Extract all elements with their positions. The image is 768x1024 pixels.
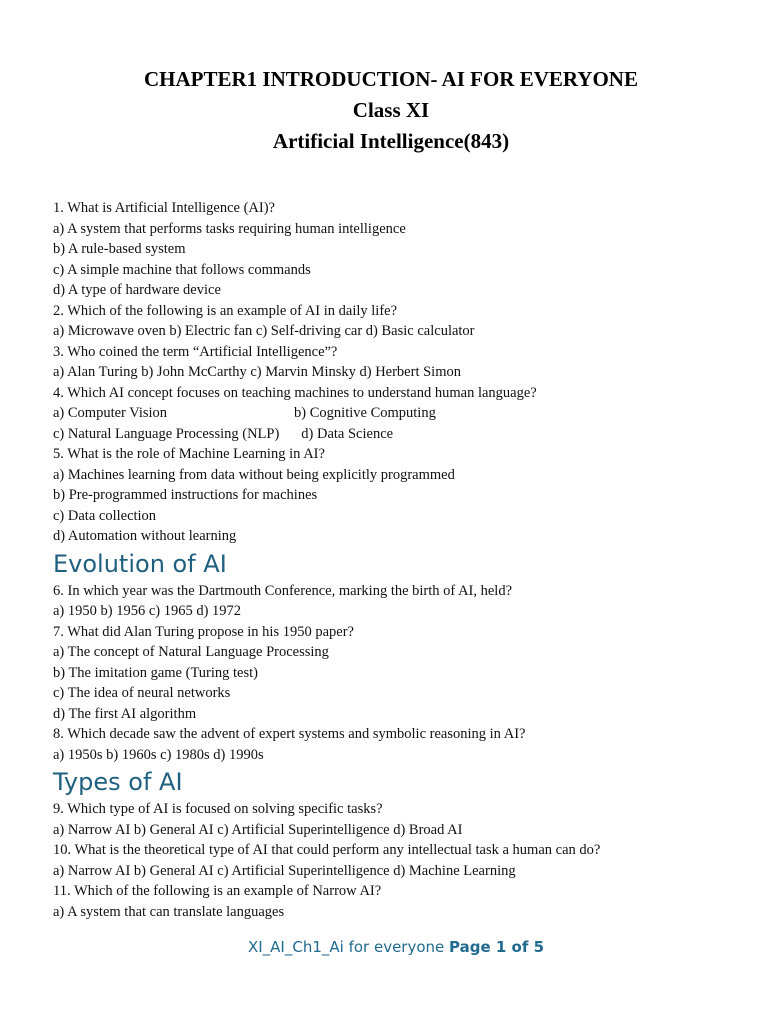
- question-line: 11. Which of the following is an example of Narrow AI?: [53, 883, 382, 899]
- option-line: a) Narrow AI b) General AI c) Artificial Superintelligence d) Machine Learning: [53, 862, 516, 879]
- chapter-title: CHAPTER1 INTRODUCTION- AI FOR EVERYONE: [144, 67, 638, 91]
- option-line: [53, 424, 753, 445]
- footer-doc-label: XI_AI_Ch1_Ai for everyone: [247, 938, 450, 956]
- option-c: c) Natural Language Processing (NLP): [53, 425, 280, 442]
- option-line: a) The concept of Natural Language Processing: [53, 644, 329, 660]
- question-line: 10. What is the theoretical type of AI that could perform any intellectual task a human can do?: [53, 842, 601, 858]
- title-block: [0, 64, 768, 157]
- section-heading-types: Types of AI: [53, 768, 183, 796]
- subject-title: Artificial Intelligence(843): [272, 129, 510, 153]
- option-line: d) The first AI algorithm: [53, 705, 197, 722]
- option-line: b) Pre-programmed instructions for machines: [53, 487, 318, 503]
- option-line: a) Narrow AI b) General AI c) Artificial Superintelligence d) Broad AI: [53, 821, 463, 838]
- option-d: d) Data Science: [301, 425, 394, 442]
- question-line: 7. What did Alan Turing propose in his 1950 paper?: [53, 623, 354, 640]
- question-line: 6. In which year was the Dartmouth Conference, marking the birth of AI, held?: [53, 582, 513, 599]
- option-b: b) Cognitive Computing: [294, 405, 436, 421]
- option-line: a) A system that can translate languages: [53, 903, 285, 920]
- option-line: c) Data collection: [53, 507, 157, 524]
- option-line: c) The idea of neural networks: [53, 685, 231, 701]
- section-heading-evolution: Evolution of AI: [53, 549, 227, 578]
- option-line: a) Alan Turing b) John McCarthy c) Marvin Minsky d) Herbert Simon: [53, 364, 461, 380]
- question-line: 8. Which decade saw the advent of expert systems and symbolic reasoning in AI?: [53, 726, 526, 742]
- class-title: Class XI: [352, 98, 430, 122]
- option-line: b) A rule-based system: [53, 241, 186, 257]
- option-line: a) A system that performs tasks requiring human intelligence: [53, 220, 406, 237]
- option-line: d) A type of hardware device: [53, 282, 221, 298]
- question-line: 2. Which of the following is an example of AI in daily life?: [53, 302, 398, 319]
- option-line: b) The imitation game (Turing test): [53, 664, 258, 681]
- option-line: a) Microwave oven b) Electric fan c) Self-driving car d) Basic calculator: [53, 323, 475, 339]
- option-line: a) 1950s b) 1960s c) 1980s d) 1990s: [53, 746, 264, 763]
- page-footer: [0, 938, 768, 956]
- option-line: [53, 403, 753, 424]
- option-line: d) Automation without learning: [53, 528, 237, 544]
- option-a: a) Computer Vision: [53, 405, 168, 421]
- option-line: a) 1950 b) 1956 c) 1965 d) 1972: [53, 603, 242, 619]
- footer-page-number: Page 1 of 5: [449, 938, 545, 956]
- option-line: c) A simple machine that follows commands: [53, 261, 311, 278]
- question-line: 1. What is Artificial Intelligence (AI)?: [53, 200, 275, 216]
- question-content: [53, 198, 753, 922]
- question-line: 4. Which AI concept focuses on teaching machines to understand human language?: [53, 384, 537, 401]
- question-line: 9. Which type of AI is focused on solving specific tasks?: [53, 801, 383, 817]
- option-line: a) Machines learning from data without being explicitly programmed: [53, 466, 455, 483]
- question-line: 5. What is the role of Machine Learning in AI?: [53, 446, 325, 462]
- question-line: 3. Who coined the term “Artificial Intelligence”?: [53, 343, 338, 360]
